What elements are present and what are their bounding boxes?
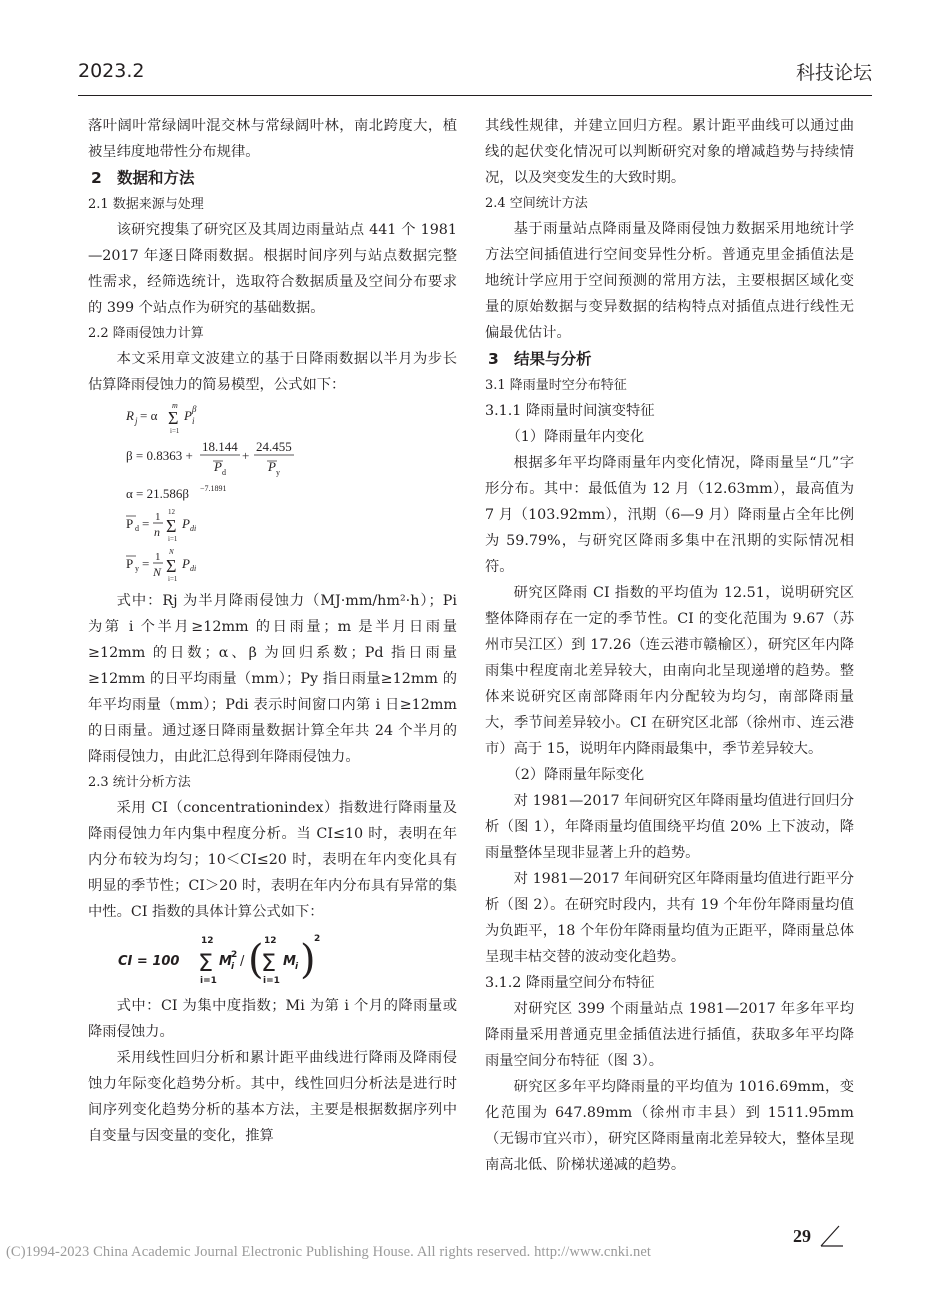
paragraph: 对 1981—2017 年间研究区年降雨量均值进行回归分析（图 1），年降雨量均值围绕平均值 20% 上下波动，降雨量整体呈现非显著上升的趋势。 [485,793,854,861]
svg-text:β: β [192,404,197,414]
svg-text:j: j [135,416,138,426]
svg-text:2: 2 [314,934,321,944]
svg-text:P: P [182,516,190,531]
svg-text:i: i [295,962,299,972]
svg-text:y: y [135,564,139,573]
section-3-heading: 3 结果与分析 [488,350,592,368]
svg-text:12: 12 [264,936,277,946]
paragraph: 对研究区 399 个雨量站点 1981—2017 年多年平均降雨量采用普通克里金插值法进行插值，获取多年平均降雨量空间分布特征（图 3）。 [485,1001,854,1069]
subsubsection-heading: 3.1.2 降雨量空间分布特征 [485,975,655,991]
svg-text:P: P [268,459,276,474]
svg-text:i=1: i=1 [168,575,178,583]
svg-text:i=1: i=1 [168,535,178,543]
svg-text:i=1: i=1 [263,976,280,986]
svg-text:i: i [231,962,235,972]
paragraph: 研究区降雨 CI 指数的平均值为 12.51，说明研究区整体降雨存在一定的季节性。CI 的变化范围为 9.67（苏州市吴江区）到 17.26（连云港市赣榆区），研究区年内降雨集中程度南北差异较大，由南向北呈现递增的趋势。整体来说研究区南部降雨年内分配较为均匀，南部降雨量大，季节间差异较小。CI 在研究区北部（徐州市、连云港市）高于 15，说明年内降雨最集中，季节差异较大。 [485,585,854,757]
svg-text:/: / [240,954,245,969]
paragraph: 采用线性回归分析和累计距平曲线进行降雨及降雨侵蚀力年际变化趋势分析。其中，线性回归分析法是进行时间序列变化趋势分析的基本方法，主要是根据数据序列中自变量与因变量的变化，推算 [88,1050,457,1144]
formula-beta [126,439,294,477]
page-corner-mark-icon [815,1222,845,1248]
svg-text:Σ: Σ [166,516,177,536]
svg-text:di: di [190,524,197,533]
svg-text:CI = 100: CI = 100 [118,954,180,969]
svg-text:18.144: 18.144 [202,439,238,454]
svg-text:i=1: i=1 [170,427,180,435]
list-item-heading: （1）降雨量年内变化 [506,429,645,445]
svg-text:=: = [142,516,150,531]
formula-pd [126,508,196,543]
list-item-heading: （2）降雨量年际变化 [506,767,645,783]
paragraph: 式中：Rj 为半月降雨侵蚀力（MJ·mm/hm²·h）；Pi 为第 i 个半月≥12mm 的日雨量；m 是半月日雨量≥12mm 的日数；α、β 为回归系数；Pd 指日雨量≥12mm 的日平均雨量（mm）；Py 指日雨量≥12mm 的年平均雨量（mm）；Pdi 表示时间窗口内第 i 日≥12mm 的日雨量。通过逐日降雨量数据计算全年共 24 个半月的降雨侵蚀力，由此汇总得到年降雨侵蚀力。 [88,593,457,765]
svg-text:+: + [242,448,250,463]
header-divider [78,95,872,96]
journal-name: 科技论坛 [795,61,872,84]
svg-text:P: P [214,459,222,474]
svg-text:i: i [192,416,195,426]
ci-formula [118,929,358,991]
svg-text:Σ: Σ [166,556,177,576]
svg-text:Σ: Σ [168,408,179,428]
svg-text:d: d [135,524,139,533]
right-column [485,113,854,1178]
paragraph: 对 1981—2017 年间研究区年降雨量均值进行距平分析（图 2）。在研究时段内，共有 19 个年份年降雨量均值为负距平，18 个年份年降雨量均值为正距平，降雨量总体呈现丰枯交替的波动变化趋势。 [485,871,854,965]
erosivity-formulas [126,398,426,588]
svg-text:=: = [142,556,150,571]
paragraph: 本文采用章文波建立的基于日降雨数据以半月为步长估算降雨侵蚀力的简易模型，公式如下： [88,351,457,393]
page-header [78,56,872,86]
svg-text:P: P [126,516,134,531]
subsection-heading: 2.2 降雨侵蚀力计算 [88,326,204,341]
svg-text:Σ: Σ [198,949,214,977]
formula-alpha [126,484,227,501]
paragraph: 落叶阔叶常绿阔叶混交林与常绿阔叶林，南北跨度大，植被呈纬度地带性分布规律。 [88,118,457,160]
svg-text:Σ: Σ [261,949,277,977]
svg-text:N: N [153,565,162,579]
svg-text:−7.1891: −7.1891 [200,484,227,493]
svg-text:di: di [190,564,197,573]
issue-label: 2023.2 [78,60,145,82]
paragraph: 式中：CI 为集中度指数；Mi 为第 i 个月的降雨量或降雨侵蚀力。 [88,998,457,1040]
paragraph: 研究区多年平均降雨量的平均值为 1016.69mm，变化范围为 647.89mm（徐州市丰县）到 1511.95mm（无锡市宜兴市），研究区降雨量南北差异较大，整体呈现南高北低、阶梯状递减的趋势。 [485,1079,854,1173]
svg-text:n: n [154,525,160,539]
subsubsection-heading: 3.1.1 降雨量时间演变特征 [485,403,655,419]
paragraph: 根据多年平均降雨量年内变化情况，降雨量呈“几”字形分布。其中：最低值为 12 月（12.63mm），最高值为 7 月（103.92mm），汛期（6—9 月）降雨量占全年比例为 59.79%，与研究区降雨多集中在汛期的实际情况相符。 [485,455,854,575]
paragraph: 采用 CI（concentrationindex）指数进行降雨量及降雨侵蚀力年内集中程度分析。当 CI≤10 时，表明在年内分布较为均匀；10＜CI≤20 时，表明在年内变化具有明显的季节性；CI＞20 时，表明在年内分布具有异常的集中性。CI 指数的具体计算公式如下： [88,800,457,920]
svg-text:m: m [172,401,178,410]
svg-text:β = 0.8363 +: β = 0.8363 + [126,448,193,463]
svg-text:24.455: 24.455 [256,439,292,454]
svg-text:y: y [276,468,280,477]
section-2-heading: 2 数据和方法 [91,169,195,187]
paragraph: 其线性规律，并建立回归方程。累计距平曲线可以通过曲线的起伏变化情况可以判断研究对象的增减趋势与持续情况，以及突变发生的大致时期。 [485,118,854,186]
svg-text:12: 12 [201,936,214,946]
copyright-notice: (C)1994-2023 China Academic Journal Electronic Publishing House. All rights reserved. http://www.cnki.net [6,1244,652,1260]
svg-text:i=1: i=1 [200,976,217,986]
svg-text:= α: = α [140,408,158,423]
paragraph: 该研究搜集了研究区及其周边雨量站点 441 个 1981—2017 年逐日降雨数据。根据时间序列与站点数据完整性需求，经筛选统计，选取符合数据质量及空间分布要求的 399 个站点作为研究的基础数据。 [88,222,457,316]
svg-text:(: ( [248,937,264,983]
svg-text:2: 2 [231,950,238,960]
subsection-heading: 2.1 数据来源与处理 [88,197,204,212]
svg-text:12: 12 [168,508,175,516]
svg-text:P: P [184,408,192,423]
subsection-heading: 2.3 统计分析方法 [88,775,191,790]
svg-text:1: 1 [155,551,161,563]
svg-text:d: d [222,468,226,477]
svg-text:P: P [182,556,190,571]
subsection-heading: 3.1 降雨量时空分布特征 [485,378,627,393]
svg-text:1: 1 [155,511,161,523]
svg-text:N: N [169,548,174,556]
formula-rj [126,401,197,435]
svg-text:α = 21.586β: α = 21.586β [126,486,190,501]
svg-text:M: M [219,954,232,969]
paragraph: 基于雨量站点降雨量及降雨侵蚀力数据采用地统计学方法空间插值进行空间变异性分析。普通克里金插值法是地统计学应用于空间预测的常用方法，主要根据区域化变量的原始数据与变异数据的结构特点对插值点进行线性无偏最优估计。 [485,221,854,341]
left-column [88,113,457,1149]
svg-text:R: R [126,408,134,423]
page-number: 29 [793,1226,811,1246]
formula-py [126,548,196,583]
subsection-heading: 2.4 空间统计方法 [485,196,588,211]
svg-text:P: P [126,556,134,571]
svg-text:M: M [283,954,296,969]
svg-text:): ) [300,937,316,983]
